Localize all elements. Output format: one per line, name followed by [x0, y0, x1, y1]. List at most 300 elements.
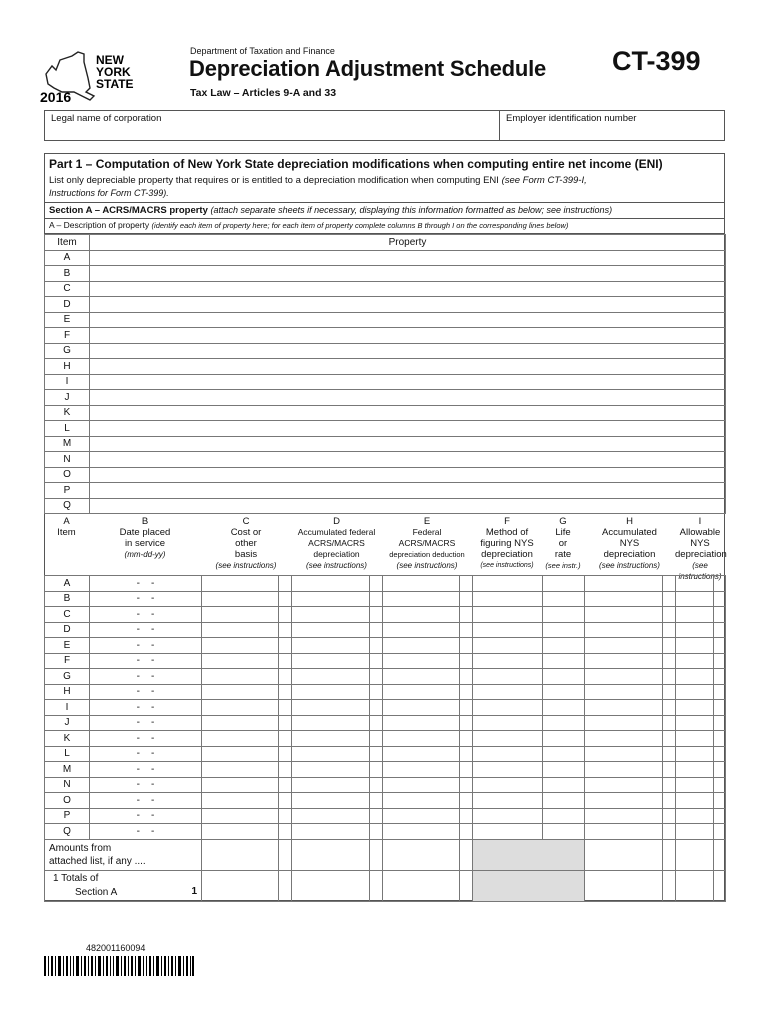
amount-input[interactable]	[663, 808, 676, 824]
amount-input[interactable]	[460, 762, 473, 778]
amount-input[interactable]	[370, 808, 383, 824]
amount-input[interactable]	[543, 638, 585, 654]
amount-input[interactable]	[370, 607, 383, 623]
amount-input[interactable]	[714, 824, 726, 840]
amount-input[interactable]	[543, 808, 585, 824]
amount-input[interactable]	[473, 715, 543, 731]
amount-input[interactable]	[292, 808, 370, 824]
table-row: I	[45, 374, 726, 390]
table-row	[45, 808, 726, 824]
amount-input[interactable]	[663, 793, 676, 809]
svg-text:STATE: STATE	[96, 77, 134, 91]
amount-input[interactable]	[473, 607, 543, 623]
amount-input[interactable]	[370, 746, 383, 762]
amount-input[interactable]	[585, 607, 663, 623]
amount-input[interactable]	[585, 684, 663, 700]
amount-input[interactable]	[383, 638, 460, 654]
date-placed-input[interactable]: - -	[90, 762, 202, 778]
amount-input[interactable]	[460, 591, 473, 607]
amount-input[interactable]	[585, 746, 663, 762]
amount-input[interactable]	[543, 591, 585, 607]
svg-text:2016: 2016	[40, 89, 72, 105]
amount-input[interactable]	[383, 715, 460, 731]
amount-input[interactable]	[383, 762, 460, 778]
date-placed-input[interactable]: - -	[90, 591, 202, 607]
amount-input[interactable]	[292, 576, 370, 592]
table-row: B	[45, 266, 726, 282]
amount-input[interactable]	[460, 824, 473, 840]
amount-input[interactable]	[279, 824, 292, 840]
amount-input[interactable]	[663, 824, 676, 840]
amount-input[interactable]	[279, 591, 292, 607]
amount-input[interactable]	[543, 777, 585, 793]
legal-name-field[interactable]	[44, 110, 500, 141]
amount-input[interactable]	[292, 684, 370, 700]
amount-input[interactable]	[460, 684, 473, 700]
amount-input[interactable]	[714, 622, 726, 638]
amount-input[interactable]	[473, 808, 543, 824]
amount-input[interactable]	[714, 653, 726, 669]
item-letter: K	[45, 731, 90, 747]
property-description-table	[44, 234, 726, 514]
amount-input[interactable]	[676, 715, 714, 731]
amount-input[interactable]	[543, 746, 585, 762]
amount-input[interactable]	[370, 777, 383, 793]
property-input[interactable]	[90, 266, 726, 282]
amount-input[interactable]	[663, 731, 676, 747]
table-row	[45, 653, 726, 669]
amount-input[interactable]	[585, 824, 663, 840]
property-input[interactable]	[90, 467, 726, 483]
table-row	[45, 731, 726, 747]
amount-input[interactable]	[714, 638, 726, 654]
date-placed-input[interactable]: - -	[90, 684, 202, 700]
amount-input[interactable]	[383, 808, 460, 824]
property-input[interactable]	[90, 436, 726, 452]
amount-input[interactable]	[676, 684, 714, 700]
amount-input[interactable]	[279, 762, 292, 778]
amount-input[interactable]	[202, 591, 279, 607]
amount-input[interactable]	[663, 653, 676, 669]
amount-input[interactable]	[676, 576, 714, 592]
amount-input[interactable]	[383, 746, 460, 762]
amount-input[interactable]	[383, 793, 460, 809]
amount-input[interactable]	[473, 762, 543, 778]
amount-input[interactable]	[585, 777, 663, 793]
property-input[interactable]	[90, 312, 726, 328]
amount-input[interactable]	[370, 824, 383, 840]
amount-input[interactable]	[543, 715, 585, 731]
amount-input[interactable]	[202, 669, 279, 685]
amount-input[interactable]	[292, 700, 370, 716]
amount-input[interactable]	[370, 622, 383, 638]
amount-input[interactable]	[543, 653, 585, 669]
amount-input[interactable]	[460, 653, 473, 669]
table-row: F	[45, 328, 726, 344]
amount-input[interactable]	[279, 607, 292, 623]
amount-input[interactable]	[460, 669, 473, 685]
amount-input[interactable]	[676, 762, 714, 778]
amount-input[interactable]	[202, 607, 279, 623]
amount-input[interactable]	[279, 746, 292, 762]
amount-input[interactable]	[543, 622, 585, 638]
item-letter: G	[45, 669, 90, 685]
amount-input[interactable]	[279, 731, 292, 747]
amount-input[interactable]	[460, 777, 473, 793]
property-input[interactable]	[90, 390, 726, 406]
amount-input[interactable]	[279, 715, 292, 731]
amount-input[interactable]	[473, 638, 543, 654]
date-placed-input[interactable]: - -	[90, 824, 202, 840]
amount-input[interactable]	[714, 746, 726, 762]
amount-input[interactable]	[279, 808, 292, 824]
table-row: J	[45, 390, 726, 406]
amount-input[interactable]	[473, 653, 543, 669]
amount-input[interactable]	[292, 607, 370, 623]
amount-input[interactable]	[292, 762, 370, 778]
amount-input[interactable]	[585, 793, 663, 809]
amount-input[interactable]	[714, 684, 726, 700]
amount-input[interactable]	[383, 669, 460, 685]
amount-input[interactable]	[543, 731, 585, 747]
amount-input[interactable]	[279, 669, 292, 685]
amount-input[interactable]	[714, 591, 726, 607]
amount-input[interactable]	[279, 684, 292, 700]
item-letter: M	[45, 762, 90, 778]
amount-input[interactable]	[279, 700, 292, 716]
amount-input[interactable]	[202, 622, 279, 638]
amount-input[interactable]	[543, 576, 585, 592]
amount-input[interactable]	[585, 762, 663, 778]
amount-input[interactable]	[370, 591, 383, 607]
amount-input[interactable]	[585, 591, 663, 607]
amount-input[interactable]	[383, 653, 460, 669]
table-row	[45, 576, 726, 592]
col-i-header: I Allowable NYS depreciation (see instructions)	[675, 516, 727, 581]
amount-input[interactable]	[714, 731, 726, 747]
date-placed-input[interactable]: - -	[90, 731, 202, 747]
table-row	[45, 793, 726, 809]
amount-input[interactable]	[202, 777, 279, 793]
amount-input[interactable]	[370, 669, 383, 685]
amount-input[interactable]	[370, 762, 383, 778]
amount-input[interactable]	[714, 808, 726, 824]
amount-input[interactable]	[663, 700, 676, 716]
amount-input[interactable]	[473, 669, 543, 685]
property-input[interactable]	[90, 297, 726, 313]
amount-input[interactable]	[370, 731, 383, 747]
amount-input[interactable]	[460, 808, 473, 824]
col-b-header: B Date placed in service (mm-dd-yy)	[119, 516, 171, 559]
amount-input[interactable]	[543, 669, 585, 685]
amount-input[interactable]	[473, 591, 543, 607]
amount-input[interactable]	[585, 669, 663, 685]
amount-input[interactable]	[460, 638, 473, 654]
amount-input[interactable]	[370, 653, 383, 669]
property-input[interactable]	[90, 343, 726, 359]
amount-input[interactable]	[663, 746, 676, 762]
amount-input[interactable]	[292, 638, 370, 654]
date-placed-input[interactable]: - -	[90, 607, 202, 623]
amount-input[interactable]	[370, 684, 383, 700]
column-headers	[44, 516, 727, 581]
amount-input[interactable]	[663, 762, 676, 778]
amount-input[interactable]	[383, 731, 460, 747]
amount-input[interactable]	[676, 638, 714, 654]
amount-input[interactable]	[292, 793, 370, 809]
amount-input[interactable]	[202, 576, 279, 592]
amount-input[interactable]	[543, 700, 585, 716]
date-placed-input[interactable]: - -	[90, 808, 202, 824]
table-row	[45, 715, 726, 731]
amount-input[interactable]	[460, 700, 473, 716]
item-letter: A	[45, 576, 90, 592]
amount-input[interactable]	[279, 622, 292, 638]
col-a-header: A Item	[57, 516, 76, 538]
amount-input[interactable]	[370, 715, 383, 731]
amount-input[interactable]	[473, 824, 543, 840]
amount-input[interactable]	[370, 576, 383, 592]
table-row: A	[45, 250, 726, 266]
amount-input[interactable]	[460, 607, 473, 623]
amount-input[interactable]	[676, 731, 714, 747]
amount-input[interactable]	[714, 669, 726, 685]
table-row: L	[45, 421, 726, 437]
col-d-header: D Accumulated federal ACRS/MACRS depreciation (see instructions)	[297, 516, 376, 570]
col-g-header: G Life or rate (see instr.)	[545, 516, 581, 570]
table-row: N	[45, 452, 726, 468]
property-input[interactable]	[90, 374, 726, 390]
amount-input[interactable]	[292, 777, 370, 793]
date-placed-input[interactable]: - -	[90, 576, 202, 592]
table-row: O	[45, 467, 726, 483]
amount-input[interactable]	[202, 824, 279, 840]
amount-input[interactable]	[202, 715, 279, 731]
amount-input[interactable]	[473, 576, 543, 592]
description-instruction: A – Description of property (identify each item of property here; for each item of property complete columns B through I on the corresponding lines below)	[49, 220, 569, 230]
item-letter: O	[45, 793, 90, 809]
date-placed-input[interactable]: - -	[90, 700, 202, 716]
amount-input[interactable]	[676, 777, 714, 793]
legal-name-label: Legal name of corporation	[51, 113, 162, 124]
totals-row: 1 Totals of Section A 1	[45, 870, 726, 901]
svg-text:NEW: NEW	[96, 53, 124, 67]
amount-input[interactable]	[714, 777, 726, 793]
date-placed-input[interactable]: - -	[90, 669, 202, 685]
amount-input[interactable]	[370, 638, 383, 654]
amount-input[interactable]	[292, 591, 370, 607]
amount-input[interactable]	[543, 762, 585, 778]
amount-input[interactable]	[279, 638, 292, 654]
item-letter: L	[45, 746, 90, 762]
table-row: Q	[45, 498, 726, 514]
item-letter: D	[45, 622, 90, 638]
table-row	[45, 824, 726, 840]
amount-input[interactable]	[383, 700, 460, 716]
item-letter: Q	[45, 824, 90, 840]
amount-input[interactable]	[676, 824, 714, 840]
amount-input[interactable]	[279, 777, 292, 793]
amount-input[interactable]	[279, 576, 292, 592]
table-row	[45, 607, 726, 623]
amount-input[interactable]	[202, 762, 279, 778]
amount-input[interactable]	[663, 622, 676, 638]
amount-input[interactable]	[676, 653, 714, 669]
amount-input[interactable]	[585, 638, 663, 654]
amount-input[interactable]	[460, 576, 473, 592]
amount-input[interactable]	[473, 777, 543, 793]
amount-input[interactable]	[202, 808, 279, 824]
amount-input[interactable]	[202, 684, 279, 700]
amount-input[interactable]	[460, 731, 473, 747]
table-row	[45, 762, 726, 778]
amount-input[interactable]	[585, 808, 663, 824]
property-input[interactable]	[90, 483, 726, 499]
amount-input[interactable]	[663, 669, 676, 685]
amount-input[interactable]	[676, 793, 714, 809]
amount-input[interactable]	[663, 576, 676, 592]
amount-input[interactable]	[383, 576, 460, 592]
item-letter: F	[45, 653, 90, 669]
col-h-header: H Accumulated NYS depreciation (see instructions)	[599, 516, 660, 570]
amount-input[interactable]	[473, 793, 543, 809]
amount-input[interactable]	[663, 777, 676, 793]
amount-input[interactable]	[714, 576, 726, 592]
table-row	[45, 669, 726, 685]
table-row	[45, 684, 726, 700]
amount-input[interactable]	[202, 653, 279, 669]
amount-input[interactable]	[202, 700, 279, 716]
date-placed-input[interactable]: - -	[90, 793, 202, 809]
amount-input[interactable]	[543, 824, 585, 840]
date-placed-input[interactable]: - -	[90, 638, 202, 654]
amount-input[interactable]	[383, 591, 460, 607]
amount-input[interactable]	[676, 808, 714, 824]
amount-input[interactable]	[543, 793, 585, 809]
table-row	[45, 622, 726, 638]
date-placed-input[interactable]: - -	[90, 622, 202, 638]
date-placed-input[interactable]: - -	[90, 746, 202, 762]
amount-input[interactable]	[460, 622, 473, 638]
amount-input[interactable]	[585, 700, 663, 716]
amount-input[interactable]	[714, 607, 726, 623]
tax-law: Tax Law – Articles 9-A and 33	[190, 87, 337, 99]
item-letter: N	[45, 777, 90, 793]
amount-input[interactable]	[460, 746, 473, 762]
new-york-state-logo	[38, 48, 156, 106]
amount-input[interactable]	[473, 622, 543, 638]
amount-input[interactable]	[383, 622, 460, 638]
property-input[interactable]	[90, 421, 726, 437]
table-row: P	[45, 483, 726, 499]
amount-input[interactable]	[460, 715, 473, 731]
col-e-header: E Federal ACRS/MACRS depreciation deduction (see instructions)	[389, 516, 465, 570]
amount-input[interactable]	[676, 700, 714, 716]
amount-input[interactable]	[543, 684, 585, 700]
amount-input[interactable]	[292, 622, 370, 638]
amount-input[interactable]	[279, 653, 292, 669]
table-row: M	[45, 436, 726, 452]
amount-input[interactable]	[585, 576, 663, 592]
amount-input[interactable]	[714, 762, 726, 778]
col-c-header: C Cost or other basis (see instructions)	[215, 516, 277, 570]
amount-input[interactable]	[585, 653, 663, 669]
amount-input[interactable]	[676, 669, 714, 685]
amount-input[interactable]	[714, 715, 726, 731]
amount-input[interactable]	[676, 622, 714, 638]
amount-input[interactable]	[676, 607, 714, 623]
amount-input[interactable]	[292, 669, 370, 685]
amount-input[interactable]	[585, 622, 663, 638]
amount-input[interactable]	[543, 607, 585, 623]
section-a-title: Section A – ACRS/MACRS property (attach separate sheets if necessary, displaying this information formatted as below; see instructions)	[49, 205, 613, 216]
amount-input[interactable]	[676, 591, 714, 607]
date-placed-input[interactable]: - -	[90, 653, 202, 669]
amount-input[interactable]	[370, 793, 383, 809]
amount-input[interactable]	[370, 700, 383, 716]
property-input[interactable]	[90, 250, 726, 266]
col-f-header: F Method of figuring NYS depreciation (see instructions)	[480, 516, 534, 569]
property-input[interactable]	[90, 452, 726, 468]
table-row	[45, 700, 726, 716]
ein-field[interactable]	[499, 110, 725, 141]
table-row: H	[45, 359, 726, 375]
amount-input[interactable]	[585, 731, 663, 747]
department-name: Department of Taxation and Finance	[190, 46, 335, 56]
amount-input[interactable]	[473, 684, 543, 700]
property-input[interactable]	[90, 498, 726, 514]
amount-input[interactable]	[202, 793, 279, 809]
amount-input[interactable]	[383, 684, 460, 700]
amount-input[interactable]	[383, 777, 460, 793]
date-placed-input[interactable]: - -	[90, 715, 202, 731]
amount-input[interactable]	[473, 746, 543, 762]
barcode-number: 482001160094	[86, 943, 146, 953]
date-placed-input[interactable]: - -	[90, 777, 202, 793]
amount-input[interactable]	[383, 607, 460, 623]
amount-input[interactable]	[383, 824, 460, 840]
amount-input[interactable]	[663, 591, 676, 607]
amount-input[interactable]	[585, 715, 663, 731]
amount-input[interactable]	[279, 793, 292, 809]
amount-input[interactable]	[292, 731, 370, 747]
amount-input[interactable]	[292, 715, 370, 731]
property-header: Property	[90, 235, 726, 251]
amount-input[interactable]	[292, 746, 370, 762]
amount-input[interactable]	[663, 638, 676, 654]
property-input[interactable]	[90, 359, 726, 375]
amount-input[interactable]	[292, 653, 370, 669]
item-letter: I	[45, 700, 90, 716]
amount-input[interactable]	[473, 700, 543, 716]
amount-input[interactable]	[202, 638, 279, 654]
amount-input[interactable]	[676, 746, 714, 762]
amount-input[interactable]	[663, 607, 676, 623]
amount-input[interactable]	[202, 731, 279, 747]
property-input[interactable]	[90, 405, 726, 421]
amount-input[interactable]	[714, 700, 726, 716]
amount-input[interactable]	[663, 684, 676, 700]
table-row	[45, 591, 726, 607]
amount-input[interactable]	[460, 793, 473, 809]
amount-input[interactable]	[202, 746, 279, 762]
amount-input[interactable]	[473, 731, 543, 747]
property-input[interactable]	[90, 281, 726, 297]
amount-input[interactable]	[663, 715, 676, 731]
amount-input[interactable]	[292, 824, 370, 840]
amount-input[interactable]	[714, 793, 726, 809]
property-input[interactable]	[90, 328, 726, 344]
